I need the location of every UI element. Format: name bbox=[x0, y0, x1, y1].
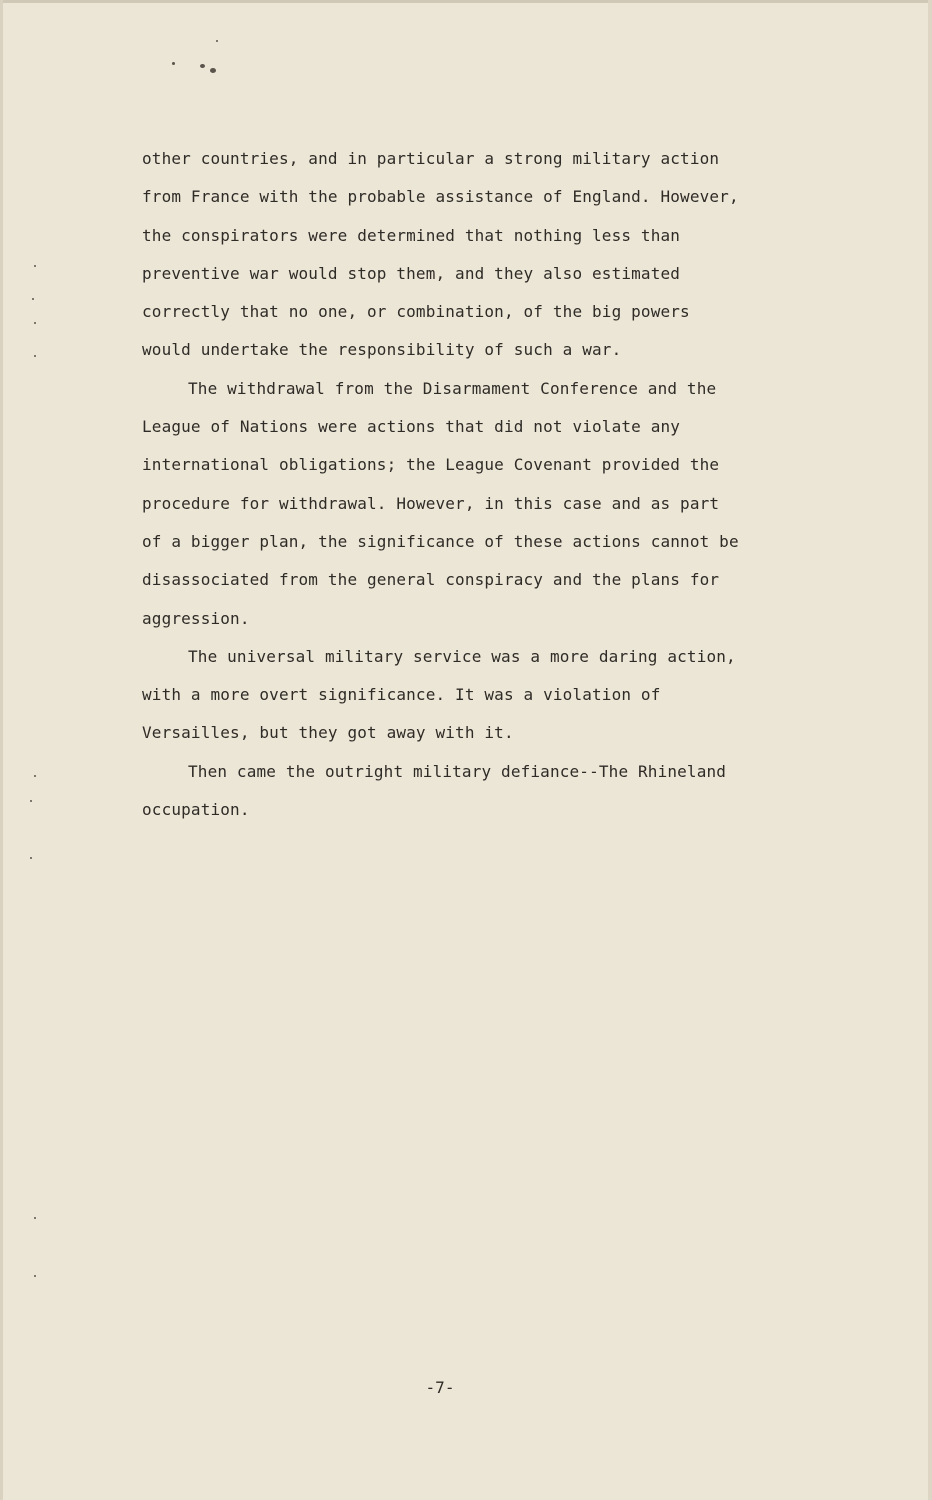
text-line: aggression. bbox=[142, 608, 250, 628]
text-line: preventive war would stop them, and they also estimated bbox=[142, 263, 681, 283]
paper-speck bbox=[34, 265, 36, 267]
text-line: occupation. bbox=[142, 800, 250, 820]
text-line: from France with the probable assistance of England. However, bbox=[142, 187, 739, 207]
paper-speck bbox=[172, 62, 175, 65]
page-left-edge bbox=[0, 0, 3, 1500]
paper-speck bbox=[200, 64, 205, 68]
text-line: Then came the outright military defiance--The Rhineland bbox=[188, 761, 727, 781]
text-line: The universal military service was a more daring action, bbox=[188, 646, 736, 666]
text-line: would undertake the responsibility of such a war. bbox=[142, 340, 622, 360]
text-line: the conspirators were determined that nothing less than bbox=[142, 225, 681, 245]
text-line: Versailles, but they got away with it. bbox=[142, 723, 514, 743]
paper-speck bbox=[34, 355, 36, 357]
page-number: -7- bbox=[425, 1378, 455, 1397]
paper-speck bbox=[210, 68, 216, 73]
paragraph-2 bbox=[142, 370, 762, 638]
page-top-edge bbox=[0, 0, 932, 3]
body-text bbox=[142, 140, 762, 829]
paper-speck bbox=[34, 322, 36, 324]
text-line: international obligations; the League Covenant provided the bbox=[142, 455, 720, 475]
paragraph-1 bbox=[142, 140, 762, 370]
text-line: procedure for withdrawal. However, in this case and as part bbox=[142, 493, 720, 513]
text-line: disassociated from the general conspiracy and the plans for bbox=[142, 570, 720, 590]
paragraph-3 bbox=[142, 638, 762, 753]
text-line: correctly that no one, or combination, of the big powers bbox=[142, 302, 690, 322]
paper-speck bbox=[34, 775, 36, 777]
text-line: The withdrawal from the Disarmament Conference and the bbox=[188, 378, 717, 398]
paper-speck bbox=[216, 40, 218, 42]
paper-speck bbox=[32, 298, 34, 300]
paper-speck bbox=[34, 1275, 36, 1277]
page-right-edge bbox=[928, 0, 932, 1500]
text-line: of a bigger plan, the significance of these actions cannot be bbox=[142, 531, 739, 551]
text-line: with a more overt significance. It was a violation of bbox=[142, 685, 661, 705]
text-line: other countries, and in particular a strong military action bbox=[142, 149, 720, 168]
paper-speck bbox=[34, 1217, 36, 1219]
text-line: League of Nations were actions that did not violate any bbox=[142, 417, 681, 437]
paragraph-4 bbox=[142, 753, 762, 830]
paper-speck bbox=[30, 857, 32, 859]
paper-speck bbox=[30, 800, 32, 802]
